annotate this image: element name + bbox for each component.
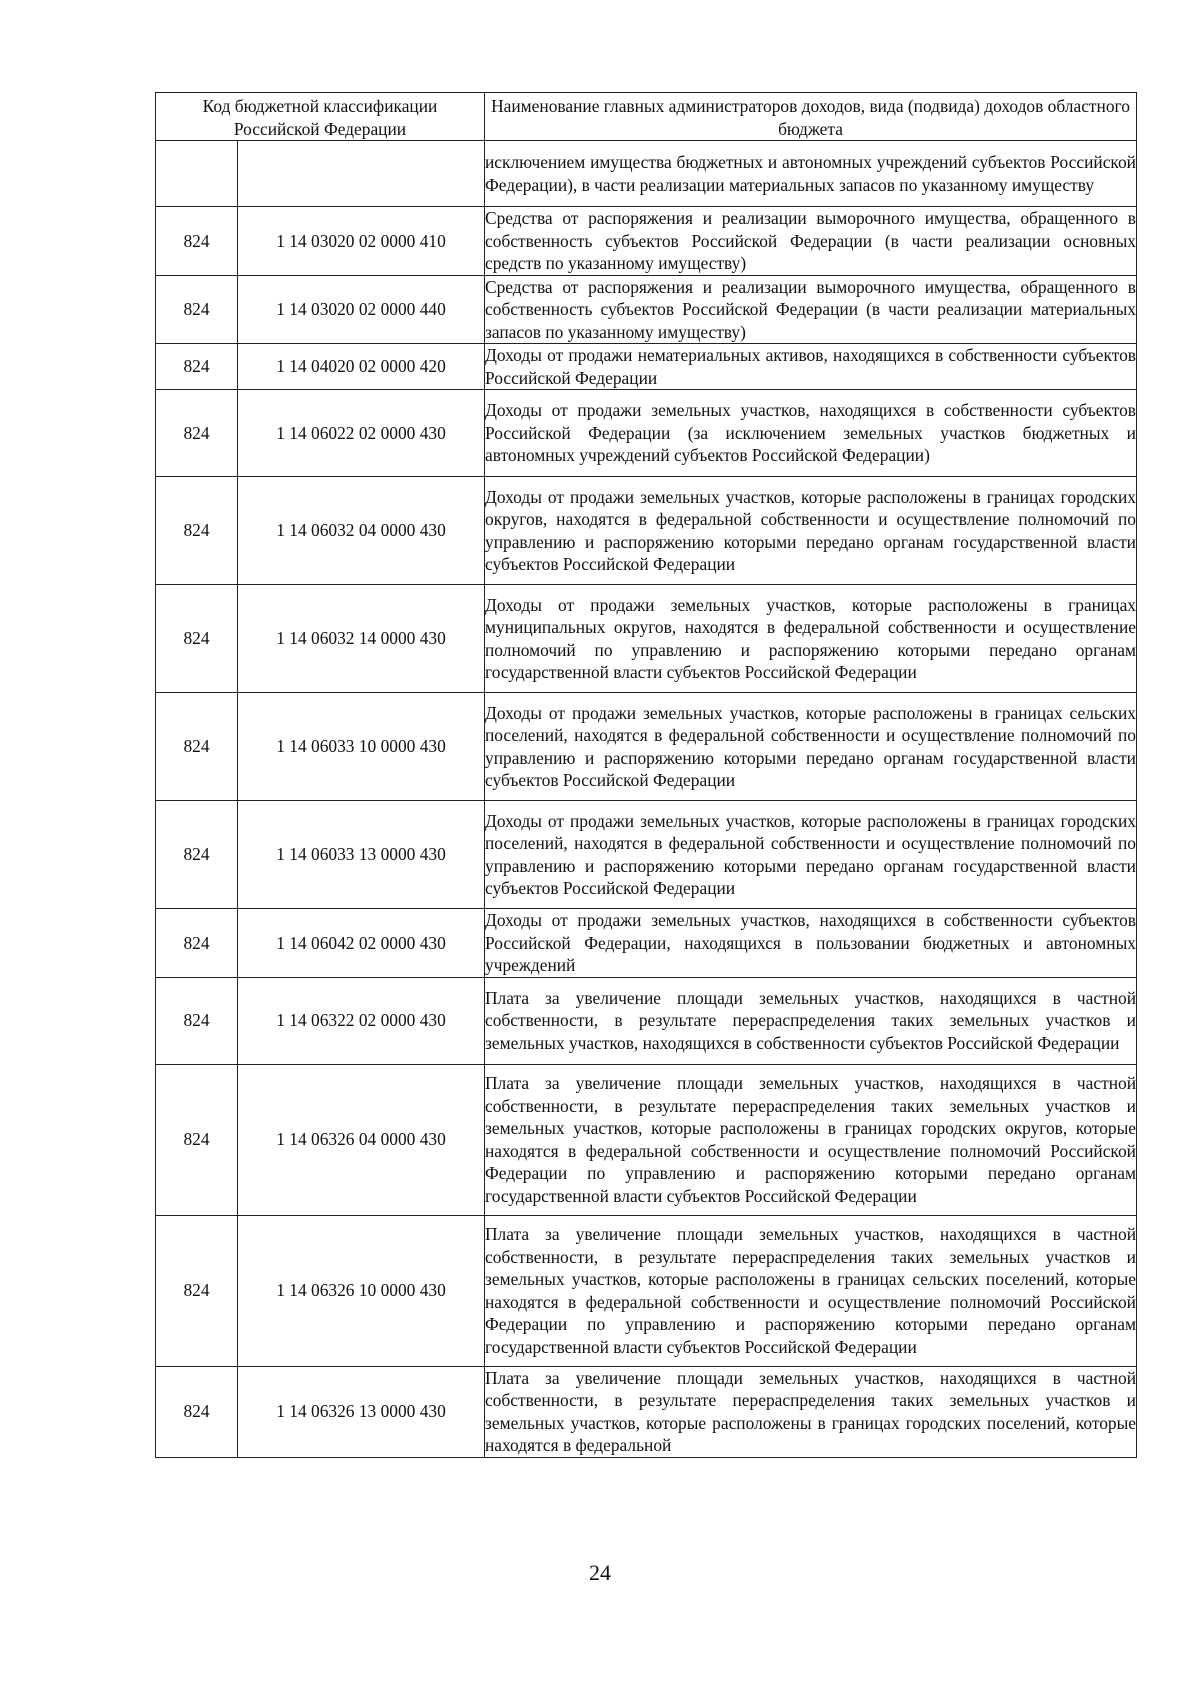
revenue-name-cell: Плата за увеличение площади земельных участков, находящихся в частной собственности, в результате перераспределения таких земельных участков и земельных участков, которые расположены в границах сельских поселений, которые находятся в федеральной собственности и осуществление полномочий Российской Федерации по управлению и распоряжению которыми передано органам государственной власти субъектов Российской Федерации [485,1215,1137,1366]
table-row [156,344,1137,390]
revenue-name-cell: Плата за увеличение площади земельных участков, находящихся в частной собственности, в результате перераспределения таких земельных участков и земельных участков, которые расположены в границах городских округов, которые находятся в федеральной собственности и осуществление полномочий Российской Федерации по управлению и распоряжению которыми передано органам государственной власти субъектов Российской Федерации [485,1064,1137,1215]
revenue-name-cell: Доходы от продажи земельных участков, которые расположены в границах городских округов, находятся в федеральной собственности и осуществление полномочий по управлению и распоряжению которыми передано органам государственной власти субъектов Российской Федерации [485,477,1137,585]
budget-code-cell: 1 14 06033 13 0000 430 [238,801,485,909]
table-row [156,1215,1137,1366]
admin-code-cell: 824 [156,1064,238,1215]
revenue-name-cell: Плата за увеличение площади земельных участков, находящихся в частной собственности, в результате перераспределения таких земельных участков и земельных участков, которые расположены в границах городских поселений, которые находятся в федеральной [485,1367,1136,1455]
budget-code-cell: 1 14 04020 02 0000 420 [238,344,485,390]
table-row [156,909,1137,978]
budget-code-cell: 1 14 06032 14 0000 430 [238,585,485,693]
table-body [156,141,1137,1458]
page-number: 24 [589,1560,611,1585]
admin-code-cell: 824 [156,977,238,1064]
budget-code-cell: 1 14 03020 02 0000 410 [238,207,485,276]
admin-code-cell: 824 [156,275,238,344]
budget-code-cell: 1 14 06326 04 0000 430 [238,1064,485,1215]
table-row [156,1064,1137,1215]
admin-code-cell: 824 [156,1215,238,1366]
table-row [156,275,1137,344]
admin-code-cell [156,141,238,207]
admin-code-cell: 824 [156,801,238,909]
budget-code-cell: 1 14 06032 04 0000 430 [238,477,485,585]
budget-code-cell: 1 14 06033 10 0000 430 [238,693,485,801]
revenue-name-cell: Средства от распоряжения и реализации выморочного имущества, обращенного в собственность субъектов Российской Федерации (в части реализации основных средств по указанному имуществу) [485,208,1136,273]
revenue-name-cell: Доходы от продажи земельных участков, которые расположены в границах городских поселений, находятся в федеральной собственности и осуществление полномочий по управлению и распоряжению которыми передано органам государственной власти субъектов Российской Федерации [485,801,1137,909]
revenue-name-cell: Доходы от продажи нематериальных активов, находящихся в собственности субъектов Российской Федерации [485,345,1136,388]
admin-code-cell: 824 [156,390,238,477]
admin-code-cell: 824 [156,585,238,693]
table-row [156,477,1137,585]
revenue-name-cell: Доходы от продажи земельных участков, находящихся в собственности субъектов Российской Федерации (за исключением земельных участков бюджетных и автономных учреждений субъектов Российской Федерации) [485,390,1137,477]
budget-code-cell: 1 14 06326 13 0000 430 [238,1366,485,1457]
revenue-name-cell: Доходы от продажи земельных участков, которые расположены в границах муниципальных округов, находятся в федеральной собственности и осуществление полномочий по управлению и распоряжению которыми передано органам государственной власти субъектов Российской Федерации [485,585,1137,693]
revenue-name-cell: Плата за увеличение площади земельных участков, находящихся в частной собственности, в результате перераспределения таких земельных участков и земельных участков, находящихся в собственности субъектов Российской Федерации [485,977,1137,1064]
table-header-row [156,93,1137,141]
revenue-name-cell: Средства от распоряжения и реализации выморочного имущества, обращенного в собственность субъектов Российской Федерации (в части реализации материальных запасов по указанному имуществу) [485,276,1136,342]
budget-code-cell: 1 14 06326 10 0000 430 [238,1215,485,1366]
table-row [156,693,1137,801]
budget-code-cell: 1 14 06022 02 0000 430 [238,390,485,477]
revenue-name-cell: исключением имущества бюджетных и автономных учреждений субъектов Российской Федерации), в части реализации материальных запасов по указанному имуществу [485,141,1137,207]
admin-code-cell: 824 [156,693,238,801]
revenue-name-cell: Доходы от продажи земельных участков, которые расположены в границах сельских поселений, находятся в федеральной собственности и осуществление полномочий по управлению и распоряжению которыми передано органам государственной власти субъектов Российской Федерации [485,693,1137,801]
header-code-column: Код бюджетной классификации Российской Федерации [156,93,485,141]
admin-code-cell: 824 [156,344,238,390]
table-row [156,977,1137,1064]
admin-code-cell: 824 [156,1366,238,1457]
table-row [156,1366,1137,1457]
admin-code-cell: 824 [156,207,238,276]
table-row [156,207,1137,276]
revenue-name-cell: Доходы от продажи земельных участков, находящихся в собственности субъектов Российской Федерации, находящихся в пользовании бюджетных и автономных учреждений [485,910,1136,975]
table-row [156,390,1137,477]
budget-code-cell: 1 14 03020 02 0000 440 [238,275,485,344]
admin-code-cell: 824 [156,477,238,585]
budget-classification-table [155,92,1137,1458]
table-row [156,585,1137,693]
budget-code-cell: 1 14 06322 02 0000 430 [238,977,485,1064]
admin-code-cell: 824 [156,909,238,978]
table-row [156,801,1137,909]
table-row [156,141,1137,207]
budget-code-cell: 1 14 06042 02 0000 430 [238,909,485,978]
budget-code-cell [238,141,485,207]
header-name-column: Наименование главных администраторов доходов, вида (подвида) доходов областного бюджета [485,93,1137,141]
